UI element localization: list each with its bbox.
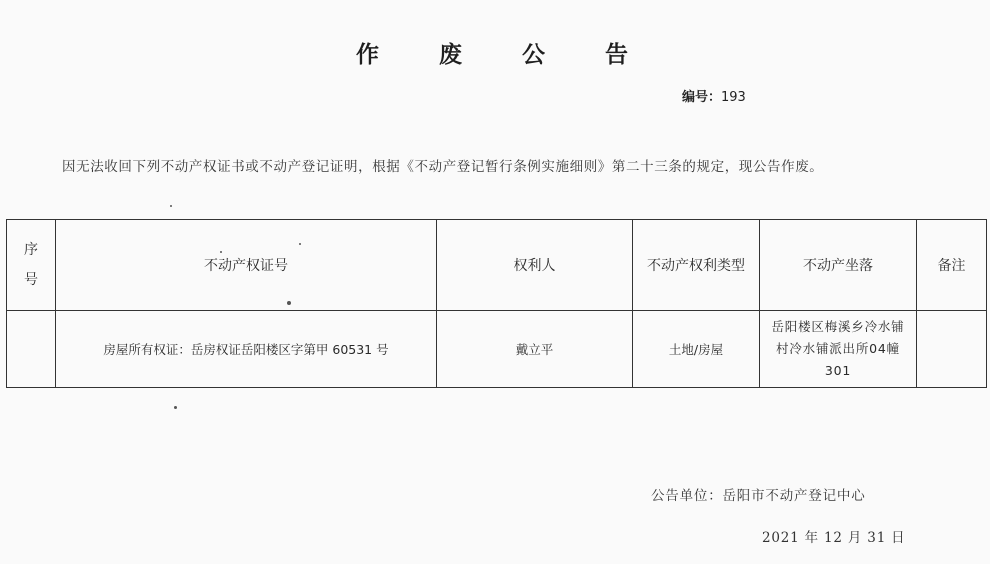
- scan-speck: [220, 251, 222, 253]
- page-title: 作 废 公 告: [355, 42, 655, 68]
- issuing-unit: 公告单位：岳阳市不动产登记中心: [651, 488, 866, 504]
- void-certificates-table: [6, 219, 987, 388]
- cell-owner: 戴立平: [437, 311, 633, 388]
- table-header-row: [7, 220, 987, 311]
- scan-speck: [170, 205, 172, 207]
- intro-paragraph: 因无法收回下列不动产权证书或不动产登记证明，根据《不动产登记暂行条例实施细则》第二十三条的规定，现公告作废。: [62, 159, 824, 175]
- header-seq: [7, 220, 56, 311]
- document-number-label: 编号：: [682, 90, 722, 105]
- document-number: [682, 86, 746, 105]
- header-seq-top: 序: [24, 242, 38, 258]
- document-number-value: 193: [721, 90, 746, 105]
- header-owner: 权利人: [437, 220, 633, 311]
- issue-date: 2021 年 12 月 31 日: [762, 530, 906, 546]
- header-remark: 备注: [917, 220, 987, 311]
- cell-seq: [7, 311, 56, 388]
- cell-location: [760, 311, 917, 388]
- scan-speck: [287, 301, 291, 305]
- scan-speck: [299, 243, 301, 245]
- cell-right-type: 土地/房屋: [633, 311, 760, 388]
- cell-location-line2: 村冷水铺派出所04幢301: [776, 341, 900, 378]
- table-row: [7, 311, 987, 388]
- header-cert-no: 不动产权证号: [56, 220, 437, 311]
- cell-location-line1: 岳阳楼区梅溪乡冷水铺: [771, 319, 905, 334]
- header-right-type: 不动产权利类型: [633, 220, 760, 311]
- header-seq-bottom: 号: [24, 272, 38, 288]
- scan-speck: [174, 406, 177, 409]
- cell-remark: [917, 311, 987, 388]
- header-location: 不动产坐落: [760, 220, 917, 311]
- cell-cert-no: 房屋所有权证：岳房权证岳阳楼区字第甲 60531 号: [56, 311, 437, 388]
